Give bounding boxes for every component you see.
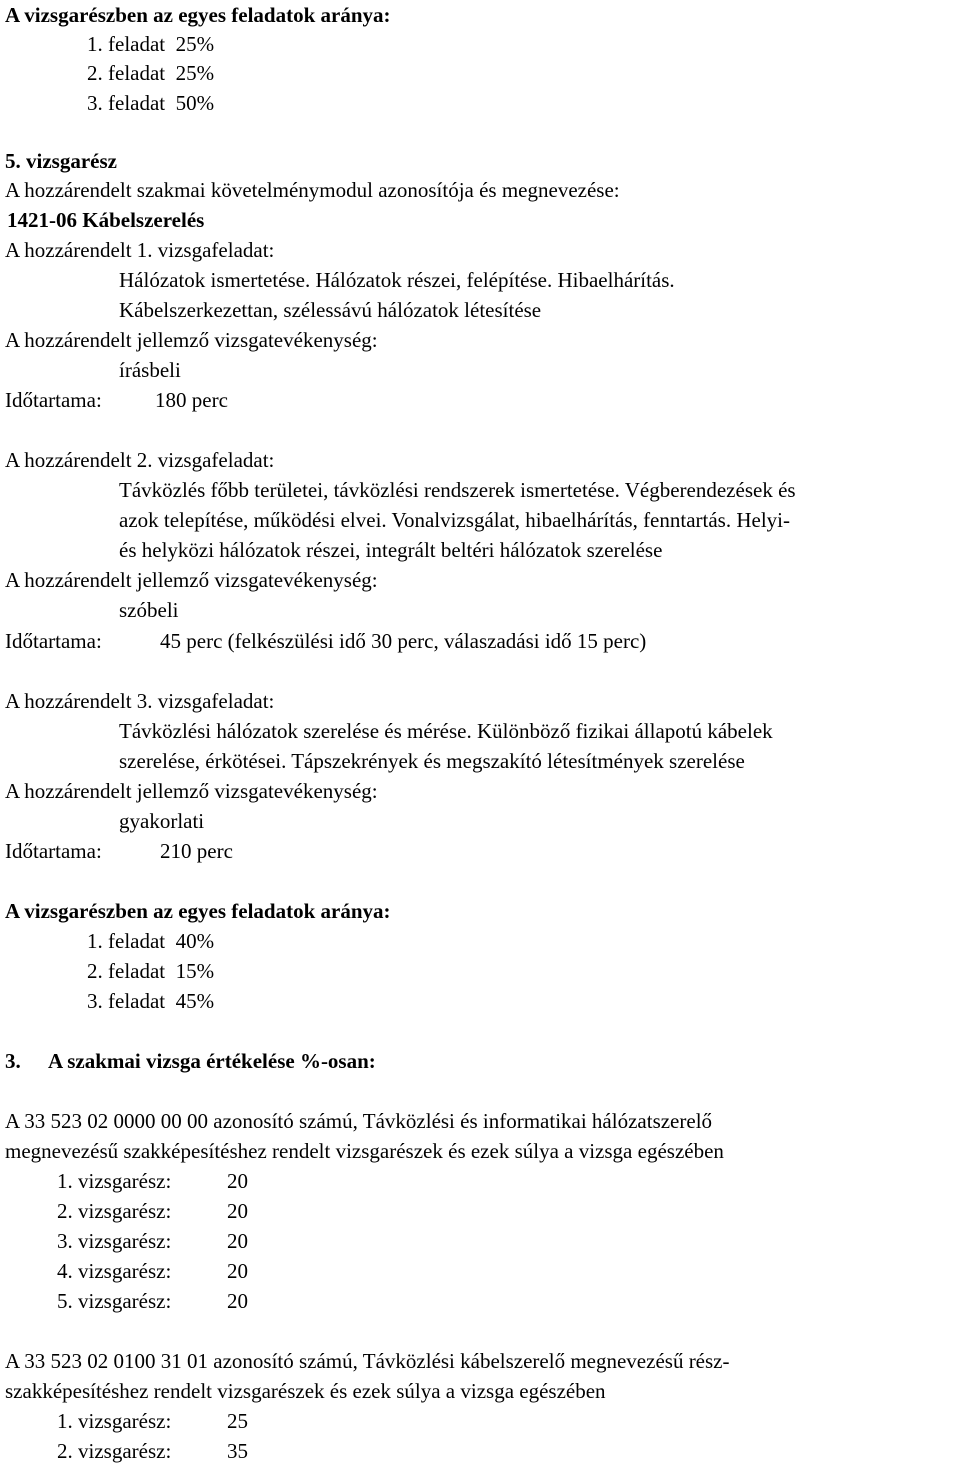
- task3-duration: 210 perc: [160, 839, 233, 863]
- weight2-value-2: 35: [227, 1439, 248, 1463]
- task3-desc-line1: Távközlési hálózatok szerelése és mérése. Különböző fizikai állapotú kábelek: [119, 719, 773, 743]
- weight1-label-1: 1. vizsgarész:: [57, 1169, 172, 1193]
- weight1-value-3: 20: [227, 1229, 248, 1253]
- task2-duration: 45 perc (felkészülési idő 30 perc, válaszadási idő 15 perc): [160, 629, 647, 653]
- ratio-item-5-1: 1. feladat 40%: [87, 929, 215, 953]
- task2-desc-line1: Távközlés főbb területei, távközlési rendszerek ismertetése. Végberendezések és: [119, 478, 796, 502]
- section-3-title: A szakmai vizsga értékelése %-osan:: [48, 1049, 376, 1073]
- ratio-heading-4: A vizsgarészben az egyes feladatok aránya:: [5, 3, 391, 27]
- paragraph2-line1: A 33 523 02 0100 31 01 azonosító számú, Távközlési kábelszerelő megnevezésű rész-: [5, 1349, 730, 1373]
- task3-label: A hozzárendelt 3. vizsgafeladat:: [5, 689, 275, 713]
- weight1-label-2: 2. vizsgarész:: [57, 1199, 172, 1223]
- task2-duration-label: Időtartama:: [5, 629, 102, 653]
- section-3-number: 3.: [5, 1049, 21, 1073]
- section-5-title: 5. vizsgarész: [5, 149, 117, 173]
- paragraph1-line1: A 33 523 02 0000 00 00 azonosító számú, Távközlési és informatikai hálózatszerelő: [5, 1109, 713, 1133]
- ratio-item-4-2: 2. feladat 25%: [87, 61, 215, 85]
- weight1-value-5: 20: [227, 1289, 248, 1313]
- ratio-item-5-3: 3. feladat 45%: [87, 989, 215, 1013]
- task2-label: A hozzárendelt 2. vizsgafeladat:: [5, 448, 275, 472]
- task3-activity-label: A hozzárendelt jellemző vizsgatevékenység:: [5, 779, 378, 803]
- task3-duration-label: Időtartama:: [5, 839, 102, 863]
- weight1-label-3: 3. vizsgarész:: [57, 1229, 172, 1253]
- module-name: 1421-06 Kábelszerelés: [7, 208, 205, 232]
- weight2-label-2: 2. vizsgarész:: [57, 1439, 172, 1463]
- ratio-item-5-2: 2. feladat 15%: [87, 959, 215, 983]
- ratio-item-4-1: 1. feladat 25%: [87, 32, 215, 56]
- task2-activity: szóbeli: [119, 598, 179, 622]
- task1-desc-line1: Hálózatok ismertetése. Hálózatok részei, felépítése. Hibaelhárítás.: [119, 268, 675, 292]
- task3-activity: gyakorlati: [119, 809, 205, 833]
- weight1-value-4: 20: [227, 1259, 248, 1283]
- task1-desc-line2: Kábelszerkezettan, szélessávú hálózatok létesítése: [119, 298, 542, 322]
- weight1-label-5: 5. vizsgarész:: [57, 1289, 172, 1313]
- task2-desc-line2: azok telepítése, működési elvei. Vonalvizsgálat, hibaelhárítás, fenntartás. Helyi-: [119, 508, 791, 532]
- module-label: A hozzárendelt szakmai követelménymodul azonosítója és megnevezése:: [5, 178, 620, 202]
- ratio-heading-5: A vizsgarészben az egyes feladatok aránya:: [5, 899, 391, 923]
- weight2-label-1: 1. vizsgarész:: [57, 1409, 172, 1433]
- task1-label: A hozzárendelt 1. vizsgafeladat:: [5, 238, 275, 262]
- weight2-value-1: 25: [227, 1409, 248, 1433]
- task1-activity: írásbeli: [119, 358, 181, 382]
- weight1-value-1: 20: [227, 1169, 248, 1193]
- paragraph2-line2: szakképesítéshez rendelt vizsgarészek és ezek súlya a vizsga egészében: [5, 1379, 606, 1403]
- weight1-label-4: 4. vizsgarész:: [57, 1259, 172, 1283]
- paragraph1-line2: megnevezésű szakképesítéshez rendelt vizsgarészek és ezek súlya a vizsga egészében: [5, 1139, 724, 1163]
- task1-duration: 180 perc: [155, 388, 228, 412]
- task1-duration-label: Időtartama:: [5, 388, 102, 412]
- ratio-item-4-3: 3. feladat 50%: [87, 91, 215, 115]
- task1-activity-label: A hozzárendelt jellemző vizsgatevékenység:: [5, 328, 378, 352]
- task2-desc-line3: és helyközi hálózatok részei, integrált beltéri hálózatok szerelése: [119, 538, 663, 562]
- task2-activity-label: A hozzárendelt jellemző vizsgatevékenység:: [5, 568, 378, 592]
- task3-desc-line2: szerelése, érkötései. Tápszekrények és megszakító létesítmények szerelése: [119, 749, 745, 773]
- weight1-value-2: 20: [227, 1199, 248, 1223]
